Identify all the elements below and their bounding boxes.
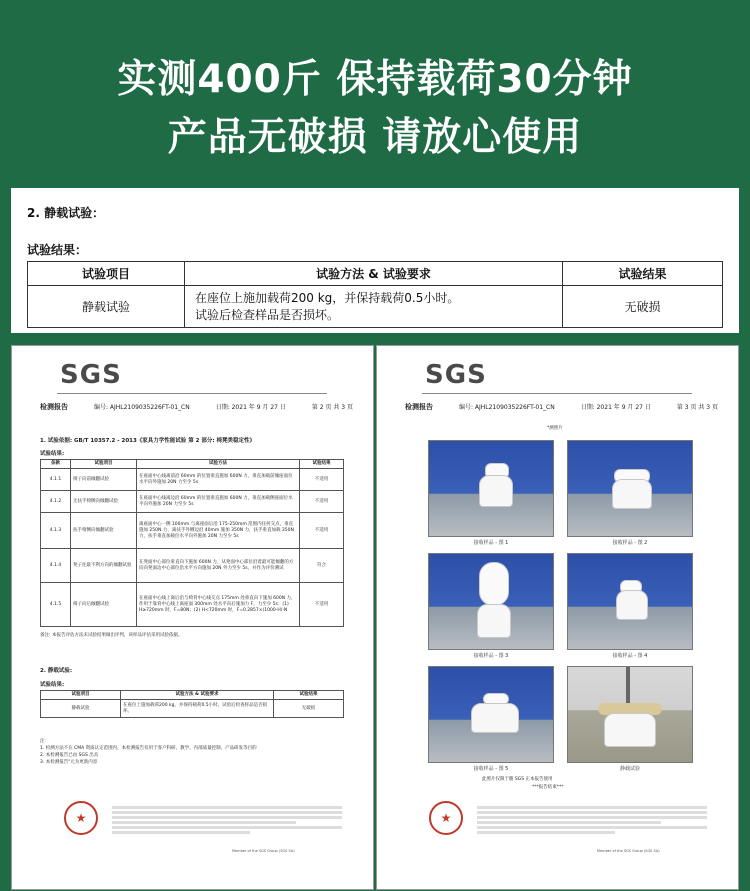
table-row: [41, 583, 344, 627]
clause: 4.1.4: [41, 549, 71, 583]
stability-table: [40, 459, 344, 627]
sample-photo-5: [428, 666, 554, 763]
report-title: 检测报告: [405, 403, 433, 411]
result: 符合: [300, 549, 344, 583]
clause: 4.1.1: [41, 469, 71, 491]
table-row: [41, 549, 344, 583]
cell-result: 无破损: [563, 286, 723, 328]
report-header: [40, 402, 353, 412]
method: 在座面中心线离前沿 60mm 的位置垂直施加 600N 力，垂直加载前倾座面位水平向外施加 20N 力至少 5s: [137, 469, 300, 491]
item: 无扶手椅侧向倾翻试验: [71, 491, 137, 513]
sample-photo-2: [567, 440, 693, 537]
results-label: 试验结果:: [40, 451, 65, 457]
item: 椅子向前倾翻试验: [71, 469, 137, 491]
header-item: 试验项目: [28, 262, 185, 286]
fine-print: [477, 804, 707, 836]
results-title: 试验结果：: [27, 243, 88, 257]
small-result: 无破损: [274, 700, 344, 718]
mini-header-method: 试验方法: [137, 460, 300, 469]
logo-rule: [57, 393, 327, 394]
clause: 4.1.5: [41, 583, 71, 627]
sgs-logo: SGS: [425, 360, 487, 390]
small-header-item: 试验项目: [41, 691, 121, 700]
note-line: 注：: [40, 739, 49, 744]
result: 不适用: [300, 491, 344, 513]
member-footer: Member of the SGS Group (SGS SA): [597, 849, 660, 853]
caption: 接收样品 - 图 3: [473, 653, 509, 659]
header-method: 试验方法 & 试验要求: [185, 262, 563, 286]
table-row: [41, 491, 344, 513]
logo-rule: [422, 393, 692, 394]
report-page-3: [376, 345, 739, 890]
header-result: 试验结果: [563, 262, 723, 286]
report-date: 日期: 2021 年 9 月 27 日: [215, 404, 286, 411]
report-date: 日期: 2021 年 9 月 27 日: [580, 404, 651, 411]
item: 椅子向后倾翻试验: [71, 583, 137, 627]
small-method: 在座位上施加载荷200 kg，并保持载荷0.5小时。试验后检查样品是否损坏。: [121, 700, 274, 718]
sample-photo-3: [428, 553, 554, 650]
small-header-method: 试验方法 & 试验要求: [121, 691, 274, 700]
notes: [40, 738, 257, 766]
note-line: 2. 本检测报告已由 SGS 出具: [40, 753, 99, 758]
mini-header-clause: 条款: [41, 460, 71, 469]
cell-method: [185, 286, 563, 328]
clause: 4.1.3: [41, 513, 71, 549]
fine-print: [112, 804, 342, 836]
section2-title: 2. 静载试验:: [40, 668, 73, 674]
method-line2: 试验后检查样品是否损坏。: [195, 307, 340, 322]
static-load-photo: [567, 666, 693, 763]
cell-item: 静载试验: [28, 286, 185, 328]
sample-photo-1: [428, 440, 554, 537]
item: 扶手椅侧向倾翻试验: [71, 513, 137, 549]
page-number: 第 2 页 共 3 页: [311, 404, 353, 411]
mini-header-item: 试验项目: [71, 460, 137, 469]
section1-title: 1. 试验依据: GB/T 10357.2 - 2013《家具力学性能试验 第 2 部分: 椅凳类稳定性》: [40, 438, 255, 444]
red-seal-icon: ★: [429, 801, 463, 835]
method: 在凳面中心部位垂直向下施加 600N 力，从凳面中心部位沿着最可能倾翻的方向向凳面边中心部位沿水平方向施加 20N 外力至少 5s，并作为评价测试: [137, 549, 300, 583]
static-load-mini-table: [40, 690, 344, 718]
report-no: 编号: AJHL2109035226FT-01_CN: [458, 404, 555, 411]
table-row: [41, 513, 344, 549]
photo-usage-note: 此照片仅限于随 SGS 正本报告使用: [482, 777, 553, 782]
report-page-2: [11, 345, 374, 890]
method: 离座面中心一侧 100mm 与离座面后沿 175-250mm 范围内任何交点，垂直施加 250N 力，离扶手外侧边沿 40mm 施加 350N 力，扶手垂直加载 350N 力，扶手垂直加载位水平向外施加 20N 力至少 5s: [137, 513, 300, 549]
page-number: 第 3 页 共 3 页: [676, 404, 718, 411]
caption: 接收样品 - 图 4: [612, 653, 648, 659]
item: 凳子往最不利方向的倾翻试验: [71, 549, 137, 583]
headline-line2: 产品无破损 请放心使用: [167, 115, 583, 160]
results-label-2: 试验结果:: [40, 682, 65, 688]
method: 在座面中心线离边沿 60mm 的位置垂直施加 600N 力，垂直加载侧座面位水平向外施加 20N 力至少 5s: [137, 491, 300, 513]
static-load-table: [27, 261, 723, 328]
report-title: 检测报告: [40, 403, 68, 411]
note-line: 1. 检测方法不在 CMA 资质认定范围内，本检测报告仅用于客户科研、教学、内部质量控制、产品研发等目的: [40, 746, 257, 751]
sgs-logo: SGS: [60, 360, 122, 390]
report-header: [405, 402, 718, 412]
remark: 备注: 本报告评估方法未试验结果做出评判，该样品评估采用试验依据。: [40, 633, 183, 638]
result: 不适用: [300, 583, 344, 627]
small-item: 静载试验: [41, 700, 121, 718]
section-title: 2. 静载试验：: [27, 206, 105, 220]
headline-line1: 实测400斤 保持载荷30分钟: [117, 57, 633, 102]
caption: 接收样品 - 图 2: [612, 540, 648, 546]
photos-title: *测照片: [547, 426, 563, 431]
caption: 静载试验: [619, 766, 640, 772]
mini-header-result: 试验结果: [300, 460, 344, 469]
report-no: 编号: AJHL2109035226FT-01_CN: [93, 404, 190, 411]
table-row: [41, 700, 344, 718]
member-footer: Member of the SGS Group (SGS SA): [232, 849, 295, 853]
result: 不适用: [300, 469, 344, 491]
caption: 接收样品 - 图 1: [473, 540, 509, 546]
table-row: [41, 469, 344, 491]
red-seal-icon: ★: [64, 801, 98, 835]
sample-photo-4: [567, 553, 693, 650]
small-header-result: 试验结果: [274, 691, 344, 700]
caption: 接收样品 - 图 5: [473, 766, 509, 772]
static-load-panel: [11, 188, 739, 333]
end-of-report: ***报告结束***: [532, 785, 564, 790]
method: 在座面中心线上离后沿与椅背中心线交点 175mm 处垂直向下施加 600N 力，作用于靠背中心线上离座面 300mm 处水平向后施加力 F，力至少 5s：(1) H≥720mm 时，F=80N；(2) H<720mm 时，F=0.2857×(1000-H)·N: [137, 583, 300, 627]
method-line1: 在座位上施加载荷200 kg，并保持载荷0.5小时。: [195, 290, 460, 305]
result: 不适用: [300, 513, 344, 549]
clause: 4.1.2: [41, 491, 71, 513]
note-line: 3. 本检测报告"元为更新内容: [40, 760, 98, 765]
